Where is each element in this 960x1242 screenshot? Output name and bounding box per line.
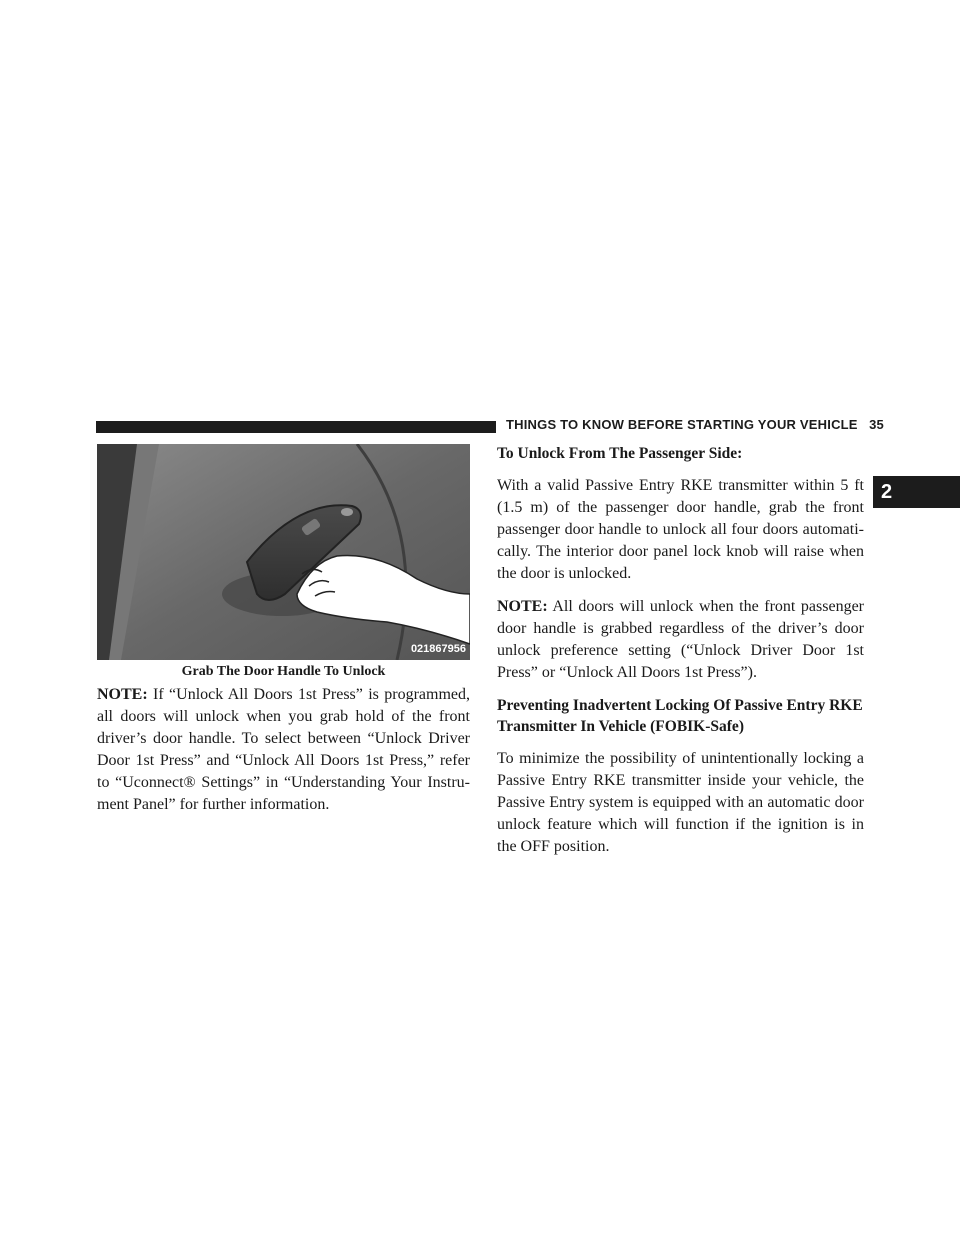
note-label: NOTE: <box>497 598 548 615</box>
right-column <box>497 443 864 869</box>
section-heading: To Unlock From The Passenger Side: <box>497 445 743 462</box>
note-text: All doors will unlock when the front passenger door handle is grabbed regardless of the driver’s door unlock preference setting (“Unlock Driver Door 1st Press” or “Unlock All Doors 1st Press”). <box>497 598 864 681</box>
note-label: NOTE: <box>97 686 148 703</box>
left-column <box>97 684 470 827</box>
door-handle-drawing <box>97 444 470 660</box>
figure-caption: Grab The Door Handle To Unlock <box>181 664 386 679</box>
running-header <box>506 417 884 432</box>
body-paragraph: To minimize the possibility of unintentionally locking a Passive Entry RKE transmitter inside your vehicle, the Passive Entry system is equipped with an automatic door unlock feature which will function if the ignition is in the OFF position. <box>497 750 864 855</box>
door-handle-illustration <box>97 444 470 660</box>
note-text: If “Unlock All Doors 1st Press” is programmed, all doors will unlock when you grab hold of the front driver’s door handle. To select between “Unlock Driver Door 1st Press” and “Unlock All Doors 1st Press,” refer to “Uconnect® Settings” in “Understanding Your Instru-ment Panel” for further information. <box>97 686 470 813</box>
figure-code: 021867956 <box>410 643 466 655</box>
body-paragraph: With a valid Passive Entry RKE transmitter within 5 ft (1.5 m) of the passenger door handle, grab the front passenger door handle to unlock all four doors automati-cally. The interior door panel lock knob will raise when the door is unlocked. <box>497 477 864 582</box>
note-paragraph <box>497 596 864 684</box>
section-heading: Preventing Inadvertent Locking Of Passive Entry RKE Transmitter In Vehicle (FOBIK-Safe) <box>497 697 863 735</box>
chapter-tab: 2 <box>873 476 960 508</box>
note-paragraph <box>97 684 470 816</box>
page-number: 35 <box>869 417 884 432</box>
header-rule <box>96 421 496 433</box>
header-title: THINGS TO KNOW BEFORE STARTING YOUR VEHICLE <box>506 417 858 432</box>
